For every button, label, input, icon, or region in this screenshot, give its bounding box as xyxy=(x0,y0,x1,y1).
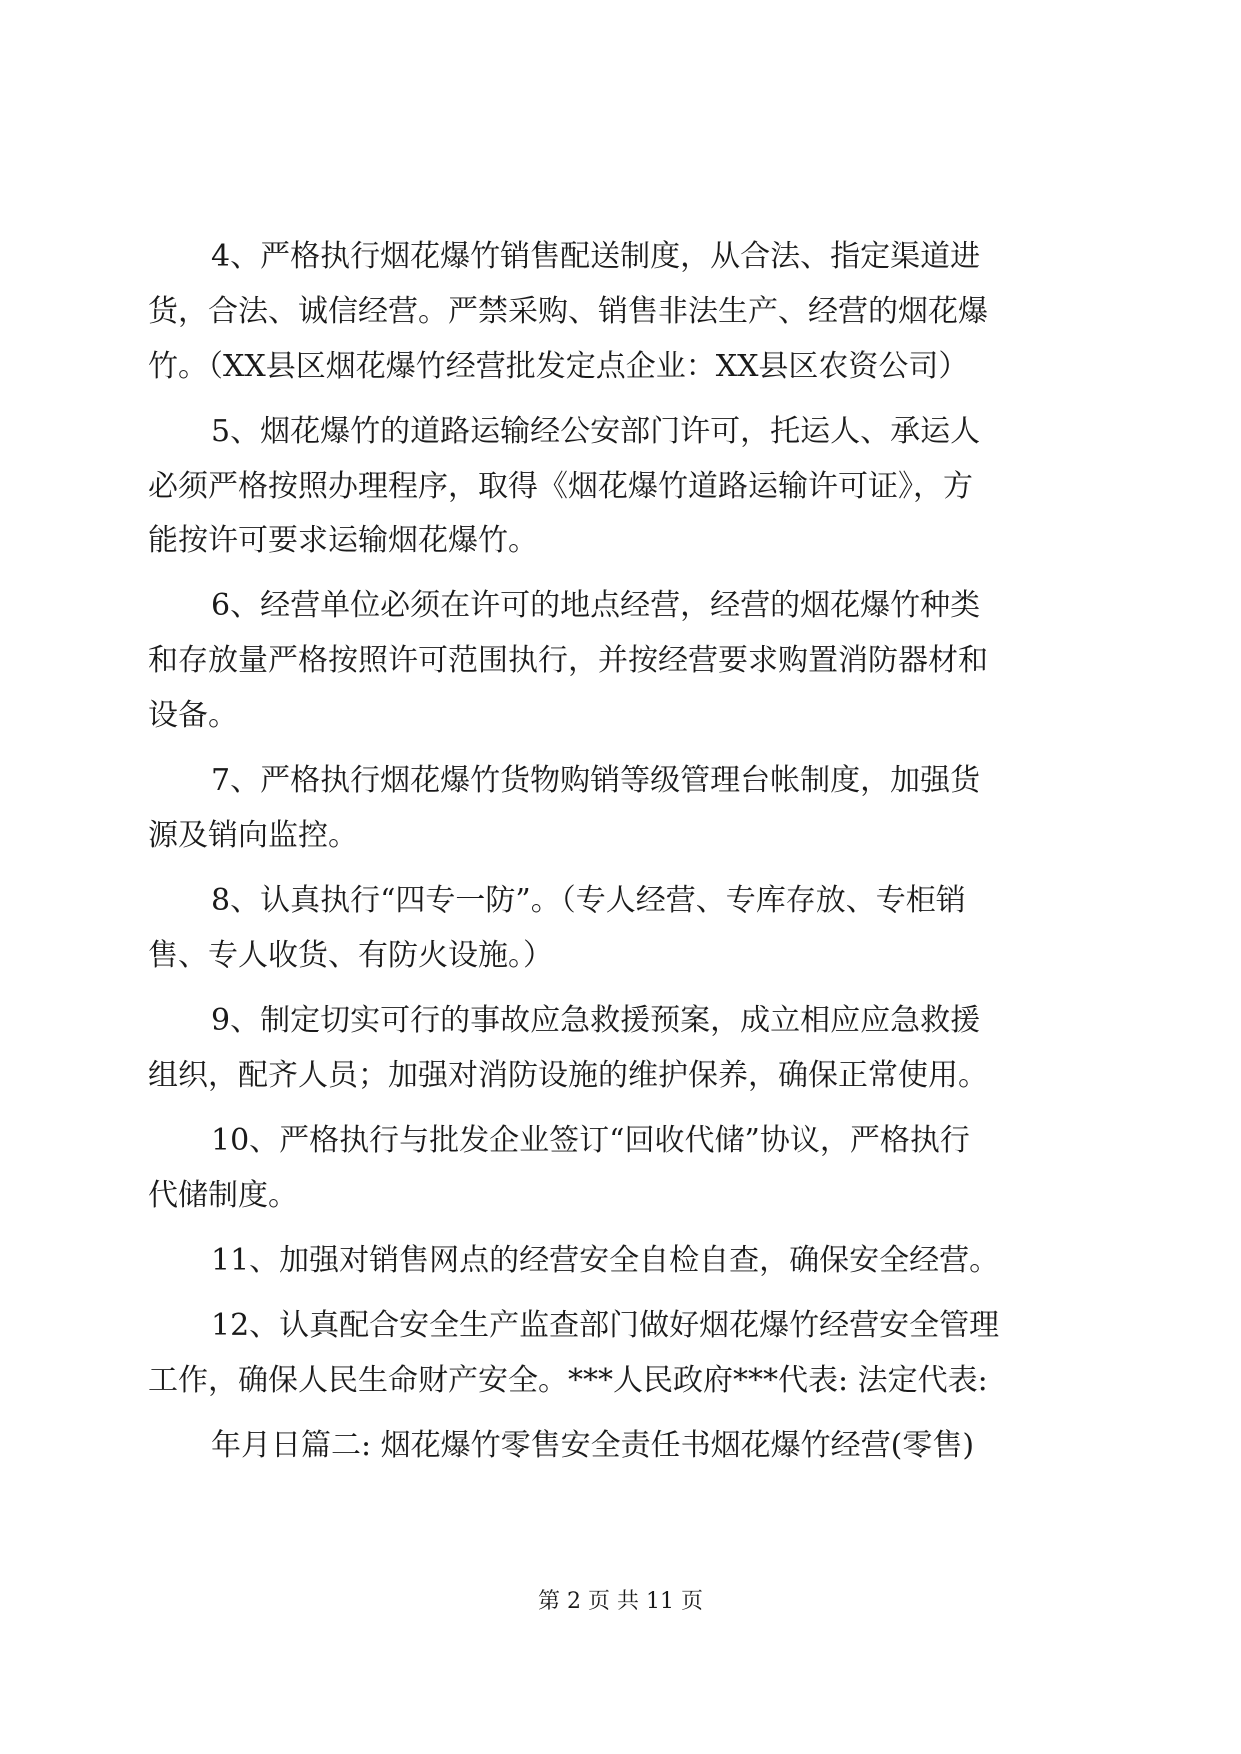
paragraph-line xyxy=(0,1361,1241,1401)
line-text: 售、专人收货、有防火设施。） xyxy=(148,938,553,973)
page-number-label: 第 2 页 共 11 页 xyxy=(538,1589,703,1614)
line-text: 货，合法、诚信经营。严禁采购、销售非法生产、经营的烟花爆 xyxy=(148,294,988,329)
paragraph-line xyxy=(0,1426,1241,1466)
line-text: 6、经营单位必须在许可的地点经营，经营的烟花爆竹种类 xyxy=(211,588,981,623)
paragraph-line xyxy=(0,1306,1241,1346)
line-text: 年月日篇二: 烟花爆竹零售安全责任书烟花爆竹经营(零售) xyxy=(211,1428,975,1463)
paragraph-line xyxy=(0,586,1241,626)
paragraph-line xyxy=(0,761,1241,801)
paragraph-line xyxy=(0,816,1241,856)
paragraph-line xyxy=(0,1176,1241,1216)
line-text: 12、认真配合安全生产监查部门做好烟花爆竹经营安全管理 xyxy=(211,1308,1000,1343)
line-text: 4、严格执行烟花爆竹销售配送制度，从合法、指定渠道进 xyxy=(211,239,981,274)
paragraph-line xyxy=(0,1241,1241,1281)
paragraph-line xyxy=(0,292,1241,332)
paragraph-line xyxy=(0,1121,1241,1161)
paragraph-line xyxy=(0,1001,1241,1041)
line-text: 11、加强对销售网点的经营安全自检自查，确保安全经营。 xyxy=(211,1243,1000,1278)
line-text: 7、严格执行烟花爆竹货物购销等级管理台帐制度，加强货 xyxy=(211,763,981,798)
paragraph-line xyxy=(0,347,1241,387)
line-text: 工作，确保人民生命财产安全。***人民政府***代表: 法定代表: xyxy=(148,1363,988,1398)
line-text: 8、认真执行“四专一防”。（专人经营、专库存放、专柜销 xyxy=(211,883,966,918)
line-text: 9、制定切实可行的事故应急救援预案，成立相应应急救援 xyxy=(211,1003,981,1038)
paragraph-line xyxy=(0,467,1241,507)
line-text: 必须严格按照办理程序，取得《烟花爆竹道路运输许可证》，方 xyxy=(148,469,973,504)
paragraph-line xyxy=(0,881,1241,921)
line-text: 源及销向监控。 xyxy=(148,818,358,853)
page-footer xyxy=(0,1587,1241,1617)
line-text: 5、烟花爆竹的道路运输经公安部门许可，托运人、承运人 xyxy=(211,414,981,449)
paragraph-line xyxy=(0,412,1241,452)
paragraph-line xyxy=(0,1056,1241,1096)
line-text: 竹。（XX县区烟花爆竹经营批发定点企业：XX县区农资公司） xyxy=(148,349,969,384)
paragraph-line xyxy=(0,521,1241,561)
paragraph-line xyxy=(0,936,1241,976)
line-text: 能按许可要求运输烟花爆竹。 xyxy=(148,523,538,558)
line-text: 和存放量严格按照许可范围执行，并按经营要求购置消防器材和 xyxy=(148,643,988,678)
line-text: 组织，配齐人员；加强对消防设施的维护保养，确保正常使用。 xyxy=(148,1058,988,1093)
paragraph-line xyxy=(0,641,1241,681)
paragraph-line xyxy=(0,237,1241,277)
line-text: 设备。 xyxy=(148,698,238,733)
line-text: 10、严格执行与批发企业签订“回收代储”协议，严格执行 xyxy=(211,1123,970,1158)
line-text: 代储制度。 xyxy=(148,1178,298,1213)
paragraph-line xyxy=(0,696,1241,736)
